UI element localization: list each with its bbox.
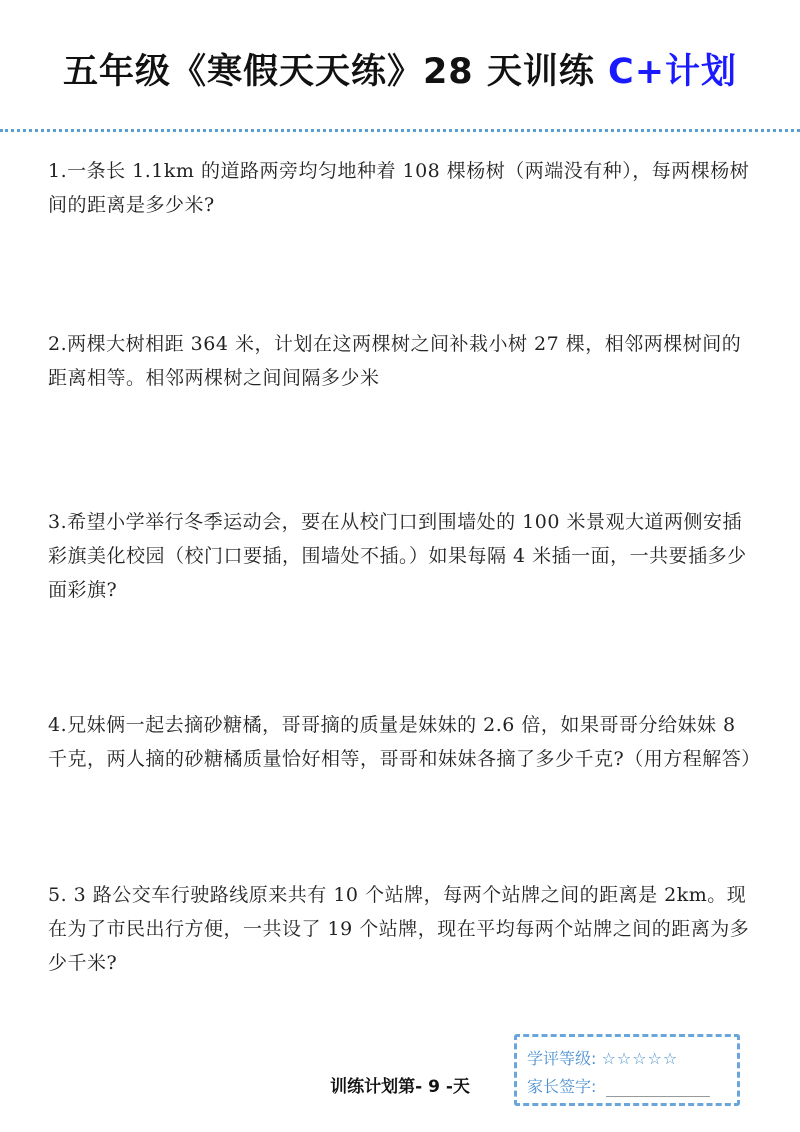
question-text: 两棵大树相距 364 米，计划在这两棵树之间补栽小树 27 棵，相邻两棵树间的距离相等。相邻两棵树之间间隔多少米: [48, 333, 742, 389]
page-title: [0, 44, 800, 94]
question-text: 3 路公交车行驶路线原来共有 10 个站牌，每两个站牌之间的距离是 2km。现在为了市民出行方便，一共设了 19 个站牌，现在平均每两个站牌之间的距离为多少千米?: [48, 884, 750, 974]
grade-label: 学评等级:: [527, 1049, 597, 1068]
signature-label: 家长签字:: [527, 1077, 597, 1096]
title-main: 五年级《寒假天天练》28 天训练: [62, 52, 609, 92]
question-2: [48, 327, 760, 395]
question-4: [48, 708, 760, 776]
question-number: 1.: [48, 160, 68, 182]
signature-line[interactable]: [606, 1078, 710, 1097]
signature-row: [527, 1073, 727, 1101]
evaluation-box: [514, 1034, 740, 1106]
question-5: [48, 878, 760, 980]
question-text: 兄妹俩一起去摘砂糖橘，哥哥摘的质量是妹妹的 2.6 倍，如果哥哥分给妹妹 8 千克，两人摘的砂糖橘质量恰好相等，哥哥和妹妹各摘了多少千克?（用方程解答）: [48, 714, 761, 770]
question-number: 4.: [48, 714, 68, 736]
plan-day-footer: 训练计划第- 9 -天: [330, 1077, 470, 1097]
question-number: 5.: [48, 884, 68, 906]
title-accent: C+计划: [608, 52, 738, 92]
question-3: [48, 505, 760, 607]
question-text: 一条长 1.1km 的道路两旁均匀地种着 108 棵杨树（两端没有种），每两棵杨树间的距离是多少米?: [48, 160, 750, 216]
question-number: 3.: [48, 511, 68, 533]
question-number: 2.: [48, 333, 68, 355]
question-text: 希望小学举行冬季运动会，要在从校门口到围墙处的 100 米景观大道两侧安插彩旗美化校园（校门口要插，围墙处不插。）如果每隔 4 米插一面，一共要插多少面彩旗?: [48, 511, 747, 601]
header-divider: [0, 129, 800, 132]
question-1: [48, 154, 760, 222]
rating-stars[interactable]: ☆☆☆☆☆: [601, 1049, 679, 1068]
grade-row: [527, 1045, 727, 1073]
